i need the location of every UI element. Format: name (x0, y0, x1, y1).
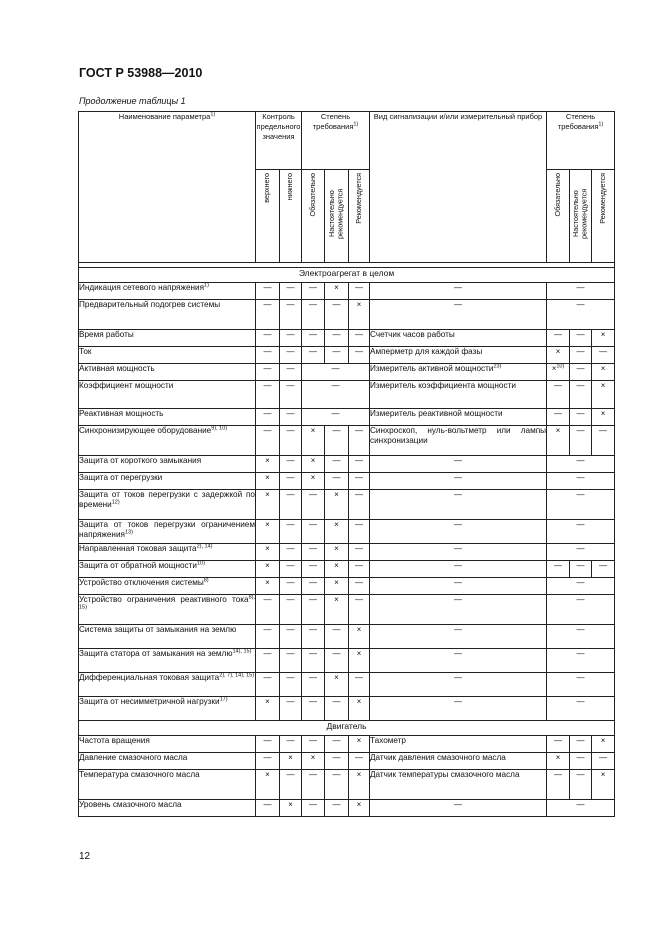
mark-cell: × (302, 455, 325, 472)
mark-cell: × (256, 769, 280, 799)
device-name: Датчик температуры смазочного масла (370, 769, 547, 799)
mark-cell: × (592, 363, 615, 380)
mark-cell: — (280, 696, 302, 720)
mark-cell: × (256, 519, 280, 543)
mark-cell: — (280, 329, 302, 346)
param-name: Индикация сетевого напряжения$^{1)}$ (79, 282, 256, 299)
mark-cell: — (302, 363, 370, 380)
mark-cell: — (592, 425, 615, 455)
mark-cell: — (256, 363, 280, 380)
table-row (79, 329, 615, 346)
degree-header: Степень требования$^{1)}$ (302, 112, 370, 170)
mark-cell: — (325, 455, 349, 472)
mark-cell: — (280, 299, 302, 329)
mark-cell: — (547, 735, 570, 752)
mark-cell: — (280, 769, 302, 799)
mandatory2-header: Обязательно (547, 170, 570, 263)
mark-cell: — (547, 560, 570, 577)
device-name: Измеритель реактивной мощности (370, 408, 547, 425)
mark-cell: — (280, 543, 302, 560)
mark-cell: — (349, 752, 370, 769)
mark-cell: — (349, 489, 370, 519)
strong-header: Настоятельно рекомендуется (325, 170, 349, 263)
mark-cell: × (325, 594, 349, 624)
mark-cell: × (325, 282, 349, 299)
mark-cell: × (592, 769, 615, 799)
device-name: — (370, 519, 547, 543)
mark-cell: × (325, 672, 349, 696)
mark-cell: — (302, 799, 325, 816)
mark-cell: × (256, 560, 280, 577)
mark-cell: — (302, 648, 325, 672)
mark-cell: — (302, 696, 325, 720)
mark-cell: — (592, 560, 615, 577)
device-name: — (370, 489, 547, 519)
param-name: Устройство отключения системы$^{8)}$ (79, 577, 256, 594)
device-name: Измеритель активной мощности$^{23)}$ (370, 363, 547, 380)
mark-cell: — (547, 648, 615, 672)
param-name: Направленная токовая защита$^{2), 14)}$ (79, 543, 256, 560)
param-name: Уровень смазочного масла (79, 799, 256, 816)
param-name: Защита от токов перегрузки с задержкой по времени$^{12)}$ (79, 489, 256, 519)
mark-cell: — (280, 672, 302, 696)
param-name: Защита от обратной мощности$^{10)}$ (79, 560, 256, 577)
table-row (79, 577, 615, 594)
device-name: — (370, 672, 547, 696)
mark-cell: — (256, 408, 280, 425)
param-name: Система защиты от замыкания на землю (79, 624, 256, 648)
param-name: Синхронизирующее оборудование$^{9), 10)}$ (79, 425, 256, 455)
mark-cell: — (547, 380, 570, 408)
mark-cell: × (349, 648, 370, 672)
param-name: Время работы (79, 329, 256, 346)
mark-cell: — (280, 489, 302, 519)
device-name: — (370, 472, 547, 489)
mark-cell: — (349, 346, 370, 363)
mark-cell: — (547, 696, 615, 720)
device-name: — (370, 594, 547, 624)
upper-header: верхнего (256, 170, 280, 263)
device-name: — (370, 696, 547, 720)
table-row (79, 472, 615, 489)
mark-cell: — (325, 299, 349, 329)
mark-cell: × (280, 799, 302, 816)
mark-cell: × (325, 519, 349, 543)
recommended-header: Рекомендуется (349, 170, 370, 263)
table-row (79, 752, 615, 769)
mark-cell: — (547, 543, 615, 560)
table-row (79, 560, 615, 577)
mark-cell: — (302, 672, 325, 696)
mark-cell: — (302, 299, 325, 329)
degree2-header: Степень требования$^{1)}$ (547, 112, 615, 170)
mark-cell: — (302, 560, 325, 577)
mark-cell: — (302, 594, 325, 624)
mark-cell: ×$^{10)}$ (547, 363, 570, 380)
mark-cell: — (570, 560, 592, 577)
mark-cell: — (547, 329, 570, 346)
mark-cell: — (547, 769, 570, 799)
mark-cell: — (547, 455, 615, 472)
mark-cell: — (256, 594, 280, 624)
mark-cell: × (256, 455, 280, 472)
mark-cell: — (570, 380, 592, 408)
mark-cell: — (349, 425, 370, 455)
mark-cell: — (349, 543, 370, 560)
mark-cell: × (256, 696, 280, 720)
mark-cell: — (349, 519, 370, 543)
mark-cell: — (547, 624, 615, 648)
table-row (79, 672, 615, 696)
mark-cell: × (592, 329, 615, 346)
mark-cell: — (280, 363, 302, 380)
mark-cell: — (570, 408, 592, 425)
mark-cell: — (256, 672, 280, 696)
mark-cell: — (547, 489, 615, 519)
device-name: — (370, 282, 547, 299)
strong2-header: Настоятельно рекомендуется (570, 170, 592, 263)
mark-cell: — (325, 735, 349, 752)
param-name: Температура смазочного масла (79, 769, 256, 799)
table-row (79, 282, 615, 299)
device-name: Измеритель коэффициента мощности (370, 380, 547, 408)
mark-cell: — (280, 425, 302, 455)
mark-cell: × (592, 408, 615, 425)
mark-cell: × (349, 735, 370, 752)
param-name: Защита от перегрузки (79, 472, 256, 489)
mark-cell: — (280, 624, 302, 648)
mark-cell: — (570, 735, 592, 752)
mark-cell: — (325, 329, 349, 346)
mark-cell: — (280, 472, 302, 489)
mark-cell: × (325, 543, 349, 560)
mark-cell: × (302, 425, 325, 455)
section-generator: Электроагрегат в целом (79, 267, 615, 282)
mark-cell: — (280, 735, 302, 752)
recommended2-header: Рекомендуется (592, 170, 615, 263)
param-name: Ток (79, 346, 256, 363)
mark-cell: × (349, 799, 370, 816)
table-row (79, 380, 615, 408)
param-name: Защита статора от замыкания на землю$^{14), 15)}$ (79, 648, 256, 672)
mark-cell: × (256, 577, 280, 594)
mark-cell: — (349, 577, 370, 594)
param-name: Реактивная мощность (79, 408, 256, 425)
device-name: Амперметр для каждой фазы (370, 346, 547, 363)
mark-cell: — (325, 648, 349, 672)
param-name: Частота вращения (79, 735, 256, 752)
mark-cell: — (302, 380, 370, 408)
mark-cell: — (570, 752, 592, 769)
mark-cell: — (592, 346, 615, 363)
mark-cell: × (256, 472, 280, 489)
device-name: — (370, 299, 547, 329)
mark-cell: — (256, 624, 280, 648)
mark-cell: — (547, 472, 615, 489)
mark-cell: — (302, 489, 325, 519)
page-number: 12 (79, 851, 91, 862)
table-row (79, 519, 615, 543)
mark-cell: × (349, 624, 370, 648)
device-name: — (370, 543, 547, 560)
mark-cell: — (547, 594, 615, 624)
table-row (79, 408, 615, 425)
device-name: Тахометр (370, 735, 547, 752)
device-name: — (370, 648, 547, 672)
mark-cell: — (280, 455, 302, 472)
mark-cell: — (256, 648, 280, 672)
mark-cell: — (302, 282, 325, 299)
mark-cell: — (256, 752, 280, 769)
mark-cell: — (547, 577, 615, 594)
mark-cell: — (349, 329, 370, 346)
mark-cell: × (547, 346, 570, 363)
mark-cell: — (280, 408, 302, 425)
mark-cell: × (349, 696, 370, 720)
param-name: Защита от токов перегрузки ограничением напряжения$^{13)}$ (79, 519, 256, 543)
parameters-table (78, 111, 615, 817)
param-name: Дифференциальная токовая защита$^{2), 7), 14), 15)}$ (79, 672, 256, 696)
mark-cell: — (349, 594, 370, 624)
param-name: Активная мощность (79, 363, 256, 380)
device-name: — (370, 455, 547, 472)
mark-cell: — (302, 624, 325, 648)
mark-cell: — (302, 329, 325, 346)
mark-cell: — (302, 519, 325, 543)
device-name: Датчик давления смазочного масла (370, 752, 547, 769)
mark-cell: — (302, 346, 325, 363)
table-row (79, 363, 615, 380)
mark-cell: × (547, 425, 570, 455)
mark-cell: — (280, 519, 302, 543)
table-row (79, 624, 615, 648)
control-header: Контроль предельного значения (256, 112, 302, 170)
mark-cell: — (325, 472, 349, 489)
table-row (79, 594, 615, 624)
mark-cell: × (325, 560, 349, 577)
device-name: Синхроскоп, нуль-вольтметр или лампы синхронизации (370, 425, 547, 455)
table-row (79, 455, 615, 472)
mark-cell: — (349, 472, 370, 489)
mark-cell: — (302, 735, 325, 752)
param-name: Давление смазочного масла (79, 752, 256, 769)
mark-cell: — (302, 769, 325, 799)
table-row (79, 489, 615, 519)
mark-cell: — (280, 380, 302, 408)
lower-header: нижнего (280, 170, 302, 263)
param-name: Защита от короткого замыкания (79, 455, 256, 472)
mark-cell: × (256, 489, 280, 519)
mark-cell: — (547, 282, 615, 299)
table-row (79, 799, 615, 816)
param-name: Устройство ограничения реактивного тока$^{8), 15)}$ (79, 594, 256, 624)
param-name: Предварительный подогрев системы (79, 299, 256, 329)
document-header: ГОСТ Р 53988—2010 (79, 66, 203, 80)
mark-cell: — (325, 696, 349, 720)
mark-cell: — (349, 282, 370, 299)
table-row (79, 735, 615, 752)
table-row (79, 346, 615, 363)
mark-cell: × (349, 769, 370, 799)
mark-cell: — (280, 282, 302, 299)
param-name: Коэффициент мощности (79, 380, 256, 408)
mark-cell: — (302, 408, 370, 425)
mark-cell: — (547, 519, 615, 543)
table-row (79, 648, 615, 672)
mark-cell: — (256, 282, 280, 299)
section-engine: Двигатель (79, 720, 615, 735)
mark-cell: — (325, 752, 349, 769)
mark-cell: — (349, 560, 370, 577)
mark-cell: × (302, 472, 325, 489)
param-header: Наименование параметра$^{1)}$ (79, 112, 256, 263)
mark-cell: — (349, 672, 370, 696)
signal-header: Вид сигнализации и/или измерительный прибор (370, 112, 547, 263)
mark-cell: × (592, 380, 615, 408)
mark-cell: — (570, 363, 592, 380)
mark-cell: — (325, 624, 349, 648)
mark-cell: — (302, 543, 325, 560)
mark-cell: — (349, 455, 370, 472)
table-row (79, 696, 615, 720)
mark-cell: — (592, 752, 615, 769)
mark-cell: — (547, 299, 615, 329)
mark-cell: — (570, 425, 592, 455)
device-name: — (370, 624, 547, 648)
table-row (79, 769, 615, 799)
mark-cell: — (325, 799, 349, 816)
mark-cell: — (280, 346, 302, 363)
mark-cell: × (325, 577, 349, 594)
mark-cell: × (302, 752, 325, 769)
mark-cell: × (325, 489, 349, 519)
mark-cell: — (256, 735, 280, 752)
mark-cell: × (256, 543, 280, 560)
mark-cell: — (280, 648, 302, 672)
mark-cell: — (325, 425, 349, 455)
mark-cell: — (256, 329, 280, 346)
mark-cell: — (280, 577, 302, 594)
mark-cell: — (547, 672, 615, 696)
mark-cell: — (256, 299, 280, 329)
mark-cell: — (570, 769, 592, 799)
mark-cell: — (547, 408, 570, 425)
table-row (79, 425, 615, 455)
mark-cell: — (256, 380, 280, 408)
mark-cell: — (570, 329, 592, 346)
table-row (79, 543, 615, 560)
mark-cell: — (280, 594, 302, 624)
mark-cell: — (280, 560, 302, 577)
table-row (79, 299, 615, 329)
mark-cell: — (302, 577, 325, 594)
mark-cell: — (325, 346, 349, 363)
device-name: — (370, 799, 547, 816)
table-caption: Продолжение таблицы 1 (79, 96, 186, 106)
mark-cell: × (547, 752, 570, 769)
device-name: — (370, 560, 547, 577)
device-name: — (370, 577, 547, 594)
mark-cell: — (547, 799, 615, 816)
mark-cell: — (570, 346, 592, 363)
mark-cell: × (349, 299, 370, 329)
param-name: Защита от несимметричной нагрузки$^{17)}$ (79, 696, 256, 720)
mark-cell: × (280, 752, 302, 769)
device-name: Счетчик часов работы (370, 329, 547, 346)
mark-cell: — (256, 425, 280, 455)
mark-cell: — (256, 799, 280, 816)
mark-cell: — (256, 346, 280, 363)
mark-cell: × (592, 735, 615, 752)
mark-cell: — (325, 769, 349, 799)
mandatory-header: Обязательно (302, 170, 325, 263)
